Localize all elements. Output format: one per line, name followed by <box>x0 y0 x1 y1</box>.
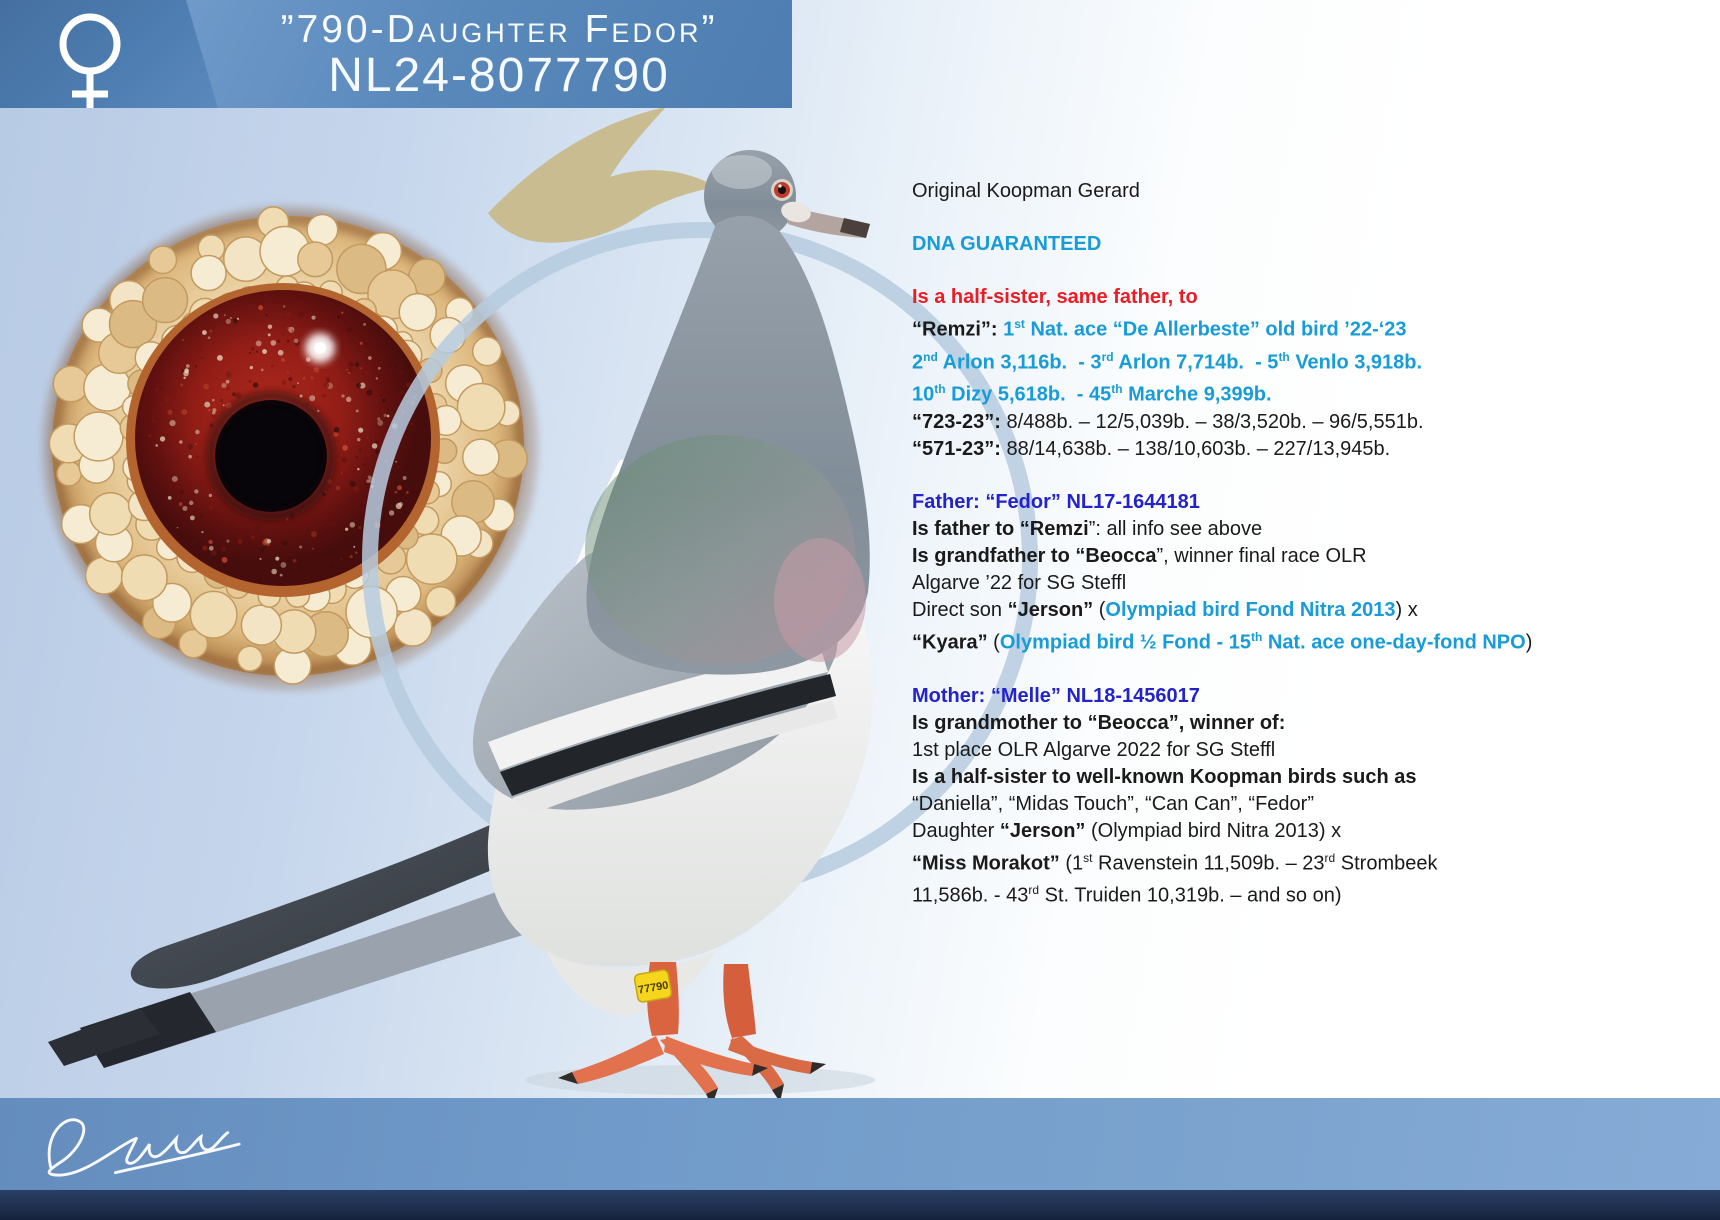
pedigree-line: Is grandfather to “Beocca”, winner final race OLR <box>912 544 1367 567</box>
pedigree-line: “571-23”: 88/14,638b. – 138/10,603b. – 227/13,945b. <box>912 437 1391 460</box>
pedigree-line: 1st place OLR Algarve 2022 for SG Steffl <box>912 738 1276 761</box>
pedigree-line: “Kyara” (Olympiad bird ½ Fond - 15th Nat. ace one-day-fond NPO) <box>912 629 1533 654</box>
pedigree-text <box>912 178 1652 910</box>
pedigree-line: 11,586b. - 43rd St. Truiden 10,319b. – and so on) <box>912 883 1342 907</box>
female-symbol-icon <box>38 6 142 118</box>
pigeon-name-title: ”790-Daughter Fedor” <box>280 8 718 51</box>
gender-corner-box <box>0 0 218 108</box>
pedigree-line: “Miss Morakot” (1st Ravenstein 11,509b. – 23rd Strombeek <box>912 850 1438 875</box>
pedigree-line: 10th Dizy 5,618b. - 45th Marche 9,399b. <box>912 382 1272 406</box>
pigeon-ring-number-title: NL24-8077790 <box>328 49 670 102</box>
pedigree-line: Original Koopman Gerard <box>912 180 1140 202</box>
pedigree-line: 2nd Arlon 3,116b. - 3rd Arlon 7,714b. - 5th Venlo 3,918b. <box>912 349 1423 374</box>
pedigree-line: Is grandmother to “Beocca”, winner of: <box>912 711 1286 734</box>
bottom-band <box>0 1098 1720 1190</box>
leg-ring-band <box>634 969 672 1002</box>
pedigree-line: Algarve ’22 for SG Steffl <box>912 571 1127 594</box>
pedigree-line: Father: “Fedor” NL17-1644181 <box>912 490 1200 513</box>
leg-ring-text: 77790 <box>637 979 670 997</box>
pedigree-line: “Remzi”: 1st Nat. ace “De Allerbeste” old bird ’22-‘23 <box>912 317 1407 341</box>
pedigree-line: Is father to “Remzi”: all info see above <box>912 517 1263 540</box>
para-owner <box>912 178 1652 205</box>
pedigree-line: Is a half-sister, same father, to <box>912 286 1198 308</box>
pedigree-line: “723-23”: 8/488b. – 12/5,039b. – 38/3,520b. – 96/5,551b. <box>912 410 1424 433</box>
para-mother <box>912 683 1652 910</box>
pigeon-eye <box>771 179 793 201</box>
navy-footer-strip <box>0 1190 1720 1220</box>
pedigree-line: DNA GUARANTEED <box>912 233 1102 255</box>
pedigree-line: Daughter “Jerson” (Olympiad bird Nitra 2013) x <box>912 819 1342 842</box>
pigeon-head <box>585 150 870 675</box>
para-dna-guarantee <box>912 231 1652 258</box>
pedigree-line: “Daniella”, “Midas Touch”, “Can Can”, “Fedor” <box>912 792 1314 815</box>
para-father <box>912 489 1652 657</box>
pedigree-line: Is a half-sister to well-known Koopman birds such as <box>912 765 1417 788</box>
title-banner <box>180 0 792 108</box>
para-half-sister-results <box>912 284 1652 463</box>
pigeon-beak <box>779 199 870 238</box>
koopman-signature <box>18 1106 268 1186</box>
pigeon-photo <box>20 120 920 1120</box>
pedigree-line: Direct son “Jerson” (Olympiad bird Fond Nitra 2013) x <box>912 598 1418 621</box>
breast-pink-sheen <box>774 538 866 662</box>
pedigree-line: Mother: “Melle” NL18-1456017 <box>912 684 1200 707</box>
